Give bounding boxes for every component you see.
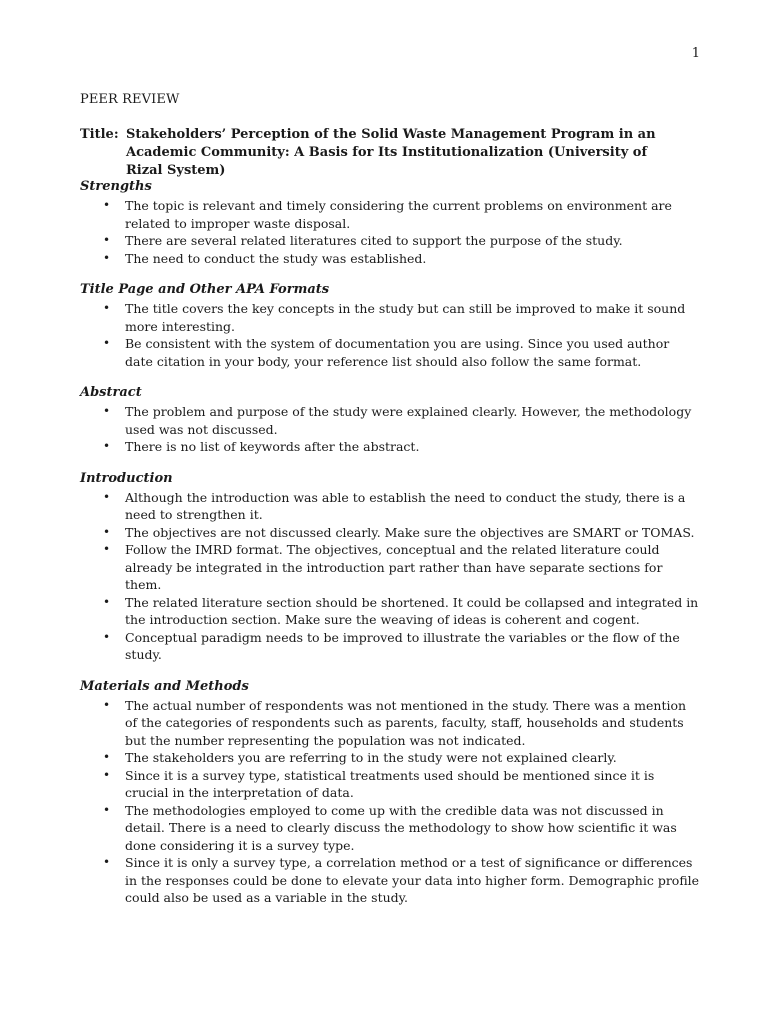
list-item <box>80 629 700 664</box>
list-item <box>80 300 700 335</box>
title-block <box>80 126 700 180</box>
list-item <box>80 697 700 750</box>
list-item <box>80 594 700 629</box>
bullet-icon: • <box>103 629 111 644</box>
list-item <box>80 250 700 268</box>
bullet-icon: • <box>103 524 111 539</box>
list-item-text: The title covers the key concepts in the study but can still be improved to make it sound more interesting. <box>125 301 686 334</box>
list-item-text: The methodologies employed to come up with the credible data was not discussed in detail. There is a need to clearly discuss the methodology to show how scientific it was done considering it is a survey type. <box>125 802 677 853</box>
bullet-icon: • <box>103 767 111 782</box>
list-item <box>80 197 700 232</box>
review-section <box>80 281 700 370</box>
title-text: Stakeholders’ Perception of the Solid Waste Management Program in an Academic Community: A Basis for Its Institutionalization (University of Rizal System) <box>126 127 656 178</box>
list-item-text: Since it is only a survey type, a correlation method or a test of significance or differences in the responses could be done to elevate your data into higher form. Demographic profile could also be used as a variable in the study. <box>125 855 700 905</box>
bullet-icon: • <box>103 198 111 212</box>
list-item-text: Follow the IMRD format. The objectives, conceptual and the related literature could already be integrated in the introduction part rather than have separate sections for them. <box>125 542 663 592</box>
list-item <box>80 403 700 438</box>
bullet-list <box>80 300 700 370</box>
bullet-icon: • <box>103 404 111 418</box>
list-item-text: Be consistent with the system of documentation you are using. Since you used author date citation in your body, your reference list should also follow the same format. <box>125 336 670 369</box>
bullet-list <box>80 489 700 664</box>
bullet-icon: • <box>103 855 111 869</box>
list-item <box>80 524 700 542</box>
bullet-icon: • <box>103 802 111 817</box>
list-item-text: The stakeholders you are referring to in the study were not explained clearly. <box>125 750 617 765</box>
section-heading: Title Page and Other APA Formats <box>80 282 330 297</box>
list-item-text: The topic is relevant and timely considering the current problems on environment are related to improper waste disposal. <box>125 198 672 231</box>
list-item-text: The actual number of respondents was not mentioned in the study. There was a mention of the categories of respondents such as parents, faculty, staff, households and students but the number representing the population was not indicated. <box>125 697 687 748</box>
section-heading: Strengths <box>80 179 152 194</box>
review-sections <box>80 178 700 921</box>
list-item-text: The related literature section should be shortened. It could be collapsed and integrated in the introduction section. Make sure the weaving of ideas is coherent and cogent. <box>125 594 699 627</box>
list-item <box>80 489 700 524</box>
section-heading: Introduction <box>80 470 173 486</box>
review-section <box>80 178 700 267</box>
list-item-text: Conceptual paradigm needs to be improved to illustrate the variables or the flow of the study. <box>125 629 680 662</box>
bullet-icon: • <box>103 250 111 265</box>
list-item <box>80 335 700 370</box>
title-label: Title: <box>80 127 119 142</box>
bullet-list <box>80 197 700 267</box>
document-heading: PEER REVIEW <box>80 92 180 107</box>
list-item <box>80 232 700 250</box>
bullet-icon: • <box>103 439 111 453</box>
list-item-text: The problem and purpose of the study were explained clearly. However, the methodology used was not discussed. <box>125 404 692 437</box>
list-item <box>80 802 700 855</box>
list-item-text: The need to conduct the study was established. <box>125 250 427 266</box>
bullet-icon: • <box>103 233 111 247</box>
bullet-icon: • <box>103 594 111 609</box>
review-section <box>80 678 700 907</box>
list-item-text: Although the introduction was able to establish the need to conduct the study, there is a need to strengthen it. <box>125 489 686 522</box>
bullet-icon: • <box>103 336 111 350</box>
bullet-icon: • <box>103 489 111 504</box>
list-item-text: Since it is a survey type, statistical treatments used should be mentioned since it is crucial in the interpretation of data. <box>125 767 655 800</box>
page-number: 1 <box>691 46 700 61</box>
list-item <box>80 749 700 767</box>
list-item-text: The objectives are not discussed clearly. Make sure the objectives are SMART or TOMAS. <box>125 524 695 540</box>
bullet-icon: • <box>103 697 111 712</box>
bullet-list <box>80 403 700 456</box>
bullet-list <box>80 697 700 907</box>
list-item <box>80 541 700 594</box>
list-item <box>80 438 700 456</box>
list-item-text: There are several related literatures cited to support the purpose of the study. <box>125 233 623 248</box>
list-item <box>80 854 700 907</box>
list-item-text: There is no list of keywords after the abstract. <box>125 439 420 454</box>
bullet-icon: • <box>103 301 111 315</box>
bullet-icon: • <box>103 750 111 764</box>
review-section <box>80 384 700 456</box>
list-item <box>80 767 700 802</box>
section-heading: Materials and Methods <box>80 678 249 694</box>
bullet-icon: • <box>103 542 111 556</box>
section-heading: Abstract <box>80 385 142 400</box>
review-section <box>80 470 700 664</box>
